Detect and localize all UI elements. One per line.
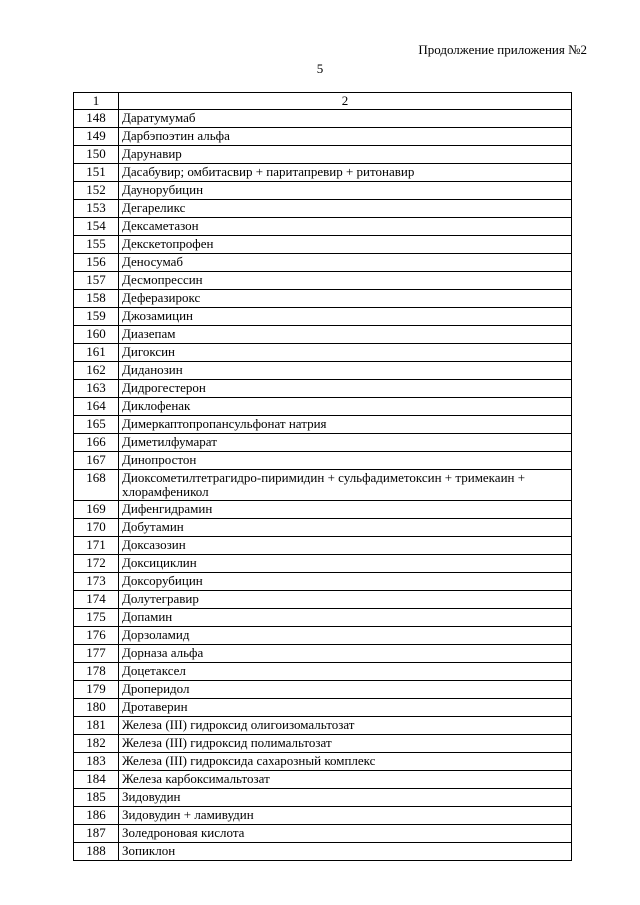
row-number: 187: [74, 825, 119, 843]
drug-name: Долутегравир: [119, 591, 572, 609]
table-row: [74, 308, 572, 326]
table-row: [74, 717, 572, 735]
table-row: [74, 110, 572, 128]
drug-name: Железа (III) гидроксид полимальтозат: [119, 735, 572, 753]
row-number: 174: [74, 591, 119, 609]
table-row: [74, 416, 572, 434]
table-row: [74, 825, 572, 843]
drug-name: Деферазирокс: [119, 290, 572, 308]
table-row: [74, 573, 572, 591]
drug-name: Дидрогестерон: [119, 380, 572, 398]
drug-name: Доцетаксел: [119, 663, 572, 681]
row-number: 165: [74, 416, 119, 434]
row-number: 150: [74, 146, 119, 164]
table-header-row: [74, 93, 572, 110]
drug-name: Диданозин: [119, 362, 572, 380]
drug-name: Дарунавир: [119, 146, 572, 164]
table-row: [74, 807, 572, 825]
row-number: 183: [74, 753, 119, 771]
drug-name: Зидовудин: [119, 789, 572, 807]
drug-name: Доксазозин: [119, 537, 572, 555]
table-row: [74, 771, 572, 789]
table-row: [74, 434, 572, 452]
row-number: 161: [74, 344, 119, 362]
page-number: 5: [316, 61, 324, 76]
row-number: 181: [74, 717, 119, 735]
row-number: 167: [74, 452, 119, 470]
row-number: 154: [74, 218, 119, 236]
drug-name: Димеркаптопропансульфонат натрия: [119, 416, 572, 434]
table-row: [74, 753, 572, 771]
table-row: [74, 519, 572, 537]
drug-name: Дегареликс: [119, 200, 572, 218]
row-number: 153: [74, 200, 119, 218]
drug-name: Декскетопрофен: [119, 236, 572, 254]
table-row: [74, 146, 572, 164]
row-number: 159: [74, 308, 119, 326]
row-number: 170: [74, 519, 119, 537]
drug-name: Джозамицин: [119, 308, 572, 326]
table-row: [74, 537, 572, 555]
drug-name: Железа карбоксимальтозат: [119, 771, 572, 789]
row-number: 168: [74, 470, 119, 501]
row-number: 166: [74, 434, 119, 452]
row-number: 172: [74, 555, 119, 573]
table-row: [74, 344, 572, 362]
drug-name: Дорназа альфа: [119, 645, 572, 663]
table-row: [74, 200, 572, 218]
table-row: [74, 182, 572, 200]
table-row: [74, 735, 572, 753]
table-row: [74, 254, 572, 272]
drug-name: Железа (III) гидроксида сахарозный комплекс: [119, 753, 572, 771]
row-number: 149: [74, 128, 119, 146]
drug-name: Дексаметазон: [119, 218, 572, 236]
drug-name: Десмопрессин: [119, 272, 572, 290]
drug-name: Диклофенак: [119, 398, 572, 416]
table-row: [74, 843, 572, 861]
row-number: 171: [74, 537, 119, 555]
table-row: [74, 218, 572, 236]
row-number: 151: [74, 164, 119, 182]
row-number: 162: [74, 362, 119, 380]
row-number: 179: [74, 681, 119, 699]
row-number: 164: [74, 398, 119, 416]
table-row: [74, 663, 572, 681]
row-number: 156: [74, 254, 119, 272]
row-number: 173: [74, 573, 119, 591]
row-number: 185: [74, 789, 119, 807]
table-row: [74, 398, 572, 416]
drug-name: Дорзоламид: [119, 627, 572, 645]
drug-name: Дротаверин: [119, 699, 572, 717]
table-row: [74, 164, 572, 182]
table-row: [74, 236, 572, 254]
drug-name: Диоксометилтетрагидро-пиримидин + сульфадиметоксин + тримекаин + хлорамфеникол: [119, 470, 572, 501]
row-number: 184: [74, 771, 119, 789]
drug-name: Диметилфумарат: [119, 434, 572, 452]
table-row: [74, 470, 572, 501]
table-row: [74, 789, 572, 807]
drug-name: Золедроновая кислота: [119, 825, 572, 843]
row-number: 176: [74, 627, 119, 645]
table-row: [74, 627, 572, 645]
drug-name: Доксициклин: [119, 555, 572, 573]
drug-name: Железа (III) гидроксид олигоизомальтозат: [119, 717, 572, 735]
drug-name: Динопростон: [119, 452, 572, 470]
drug-name: Дигоксин: [119, 344, 572, 362]
continuation-header: Продолжение приложения №2: [418, 42, 587, 57]
column-header-number: 1: [74, 93, 119, 110]
row-number: 158: [74, 290, 119, 308]
table-row: [74, 645, 572, 663]
drug-name: Дасабувир; омбитасвир + паритапревир + ритонавир: [119, 164, 572, 182]
table-row: [74, 699, 572, 717]
row-number: 160: [74, 326, 119, 344]
table-row: [74, 591, 572, 609]
table-row: [74, 272, 572, 290]
table-row: [74, 501, 572, 519]
row-number: 177: [74, 645, 119, 663]
row-number: 182: [74, 735, 119, 753]
row-number: 152: [74, 182, 119, 200]
drug-name: Дифенгидрамин: [119, 501, 572, 519]
table-row: [74, 326, 572, 344]
drug-name: Зидовудин + ламивудин: [119, 807, 572, 825]
table-row: [74, 128, 572, 146]
drug-name: Допамин: [119, 609, 572, 627]
drug-name: Зопиклон: [119, 843, 572, 861]
table-row: [74, 380, 572, 398]
drug-name: Дарбэпоэтин альфа: [119, 128, 572, 146]
drug-name: Дроперидол: [119, 681, 572, 699]
table-row: [74, 362, 572, 380]
table-row: [74, 290, 572, 308]
column-header-name: 2: [119, 93, 572, 110]
row-number: 148: [74, 110, 119, 128]
drug-list-table: [73, 92, 572, 861]
drug-name: Доксорубицин: [119, 573, 572, 591]
drug-name: Деносумаб: [119, 254, 572, 272]
drug-name: Добутамин: [119, 519, 572, 537]
drug-name: Диазепам: [119, 326, 572, 344]
row-number: 175: [74, 609, 119, 627]
row-number: 163: [74, 380, 119, 398]
row-number: 157: [74, 272, 119, 290]
table-row: [74, 452, 572, 470]
row-number: 155: [74, 236, 119, 254]
drug-name: Даратумумаб: [119, 110, 572, 128]
row-number: 178: [74, 663, 119, 681]
table-row: [74, 609, 572, 627]
row-number: 169: [74, 501, 119, 519]
row-number: 186: [74, 807, 119, 825]
table-row: [74, 555, 572, 573]
row-number: 188: [74, 843, 119, 861]
table-body: [74, 110, 572, 861]
drug-name: Даунорубицин: [119, 182, 572, 200]
table-row: [74, 681, 572, 699]
row-number: 180: [74, 699, 119, 717]
